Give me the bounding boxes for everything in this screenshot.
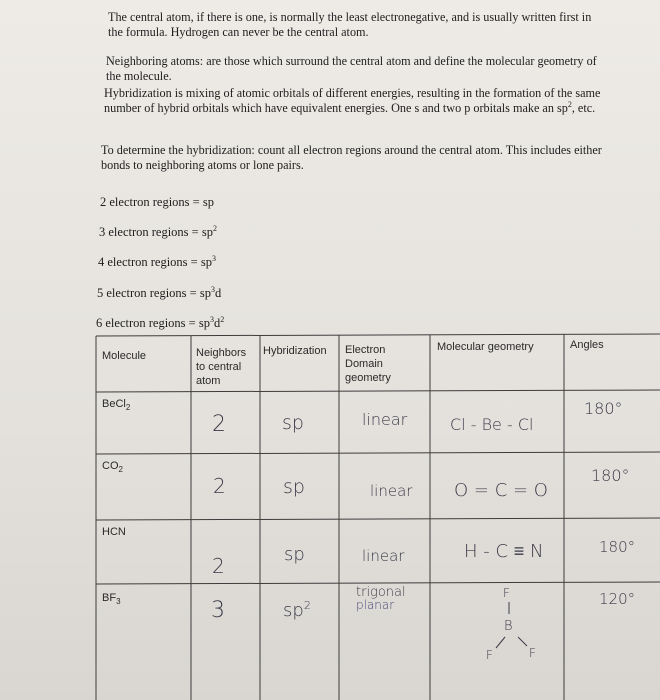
- row-1-angle: 180°: [584, 399, 623, 418]
- row-divider-1: [96, 390, 660, 392]
- hybridization-paragraph: [104, 86, 614, 115]
- row-divider-2: [96, 452, 660, 454]
- row-divider-4: [96, 582, 660, 584]
- row-2-angle: 180°: [591, 466, 630, 485]
- rule-6-regions: 6 electron regions = $sp^3d^2$: [96, 314, 225, 330]
- row-2-molecular-geometry: O = C = O: [454, 480, 548, 501]
- header-molecular-geometry: Molecular geometry: [437, 341, 534, 353]
- row-2-domain-geometry: linear: [370, 482, 413, 500]
- row-3-angle: 180°: [599, 538, 636, 556]
- hybridization-sup: 2: [567, 99, 572, 109]
- determine-paragraph: To determine the hybridization: count all electron regions around the central atom. This includes either bonds to neighboring atoms or lone pairs.: [101, 143, 602, 172]
- rule-3-regions: 3 electron regions = $sp^2$: [99, 223, 217, 239]
- header-hybridization: Hybridization: [263, 345, 327, 357]
- row-2-neighbors: 2: [213, 474, 226, 498]
- row-3-molecular-geometry: H - C ≡ N: [464, 541, 544, 562]
- bf3-fluorine-top: F: [503, 586, 510, 600]
- row-4-domain-geometry: trigonal planar: [356, 585, 406, 612]
- row-1-neighbors: 2: [212, 412, 226, 437]
- row-2-molecule: $CO_2$: [102, 460, 123, 475]
- hybridization-table: [94, 332, 660, 700]
- row-4-hybridization: $sp^2$: [283, 599, 311, 621]
- row-1-molecule: BeCl$_2$: [102, 398, 131, 413]
- row-2-hybridization: sp: [283, 476, 305, 498]
- bf3-boron-center: B: [504, 619, 513, 634]
- row-4-angle: 120°: [599, 590, 636, 608]
- header-neighbors: Neighbors to central atom: [196, 347, 247, 387]
- row-3-neighbors: 2: [212, 554, 225, 578]
- header-angles: Angles: [570, 339, 604, 351]
- row-1-hybridization: sp: [282, 412, 304, 434]
- row-3-molecule: HCN: [102, 526, 126, 538]
- row-4-neighbors: 3: [211, 598, 225, 623]
- row-4-molecule: $BF_3$: [102, 592, 121, 607]
- table-top-border: [96, 334, 660, 336]
- bf3-fluorine-left: F: [486, 648, 493, 662]
- row-divider-3: [96, 518, 660, 520]
- neighboring-atoms-paragraph: Neighboring atoms: are those which surround the central atom and define the molecular geometry of the molecule.: [106, 54, 597, 83]
- central-atom-paragraph: The central atom, if there is one, is normally the least electronegative, and is usually written first in the formula. Hydrogen can never be the central atom.: [108, 10, 592, 39]
- bf3-bond-right: [518, 637, 527, 646]
- bf3-fluorine-right: F: [529, 646, 536, 660]
- header-molecule: Molecule: [102, 350, 147, 362]
- rule-2-regions: 2 electron regions = sp: [100, 195, 214, 209]
- row-3-domain-geometry: linear: [362, 547, 405, 565]
- row-1-domain-geometry: linear: [362, 410, 408, 429]
- rule-4-regions: 4 electron regions = $sp^3$: [98, 253, 216, 269]
- table-grid: [94, 332, 660, 700]
- header-electron-domain-geometry: Electron Domain geometry: [345, 344, 391, 384]
- row-1-molecular-geometry: Cl - Be - Cl: [450, 415, 534, 434]
- rule-5-regions: 5 electron regions = $sp^3d$: [97, 284, 222, 300]
- hybridization-suffix: , etc.: [571, 100, 596, 115]
- bf3-bond-left: [496, 637, 505, 648]
- row-3-hybridization: sp: [284, 544, 305, 565]
- hybridization-text: Hybridization is mixing of atomic orbitals of different energies, resulting in the formation of the same number of hybrid orbitals which have equivalent energies. One s and two p orbitals make an sp: [104, 86, 601, 115]
